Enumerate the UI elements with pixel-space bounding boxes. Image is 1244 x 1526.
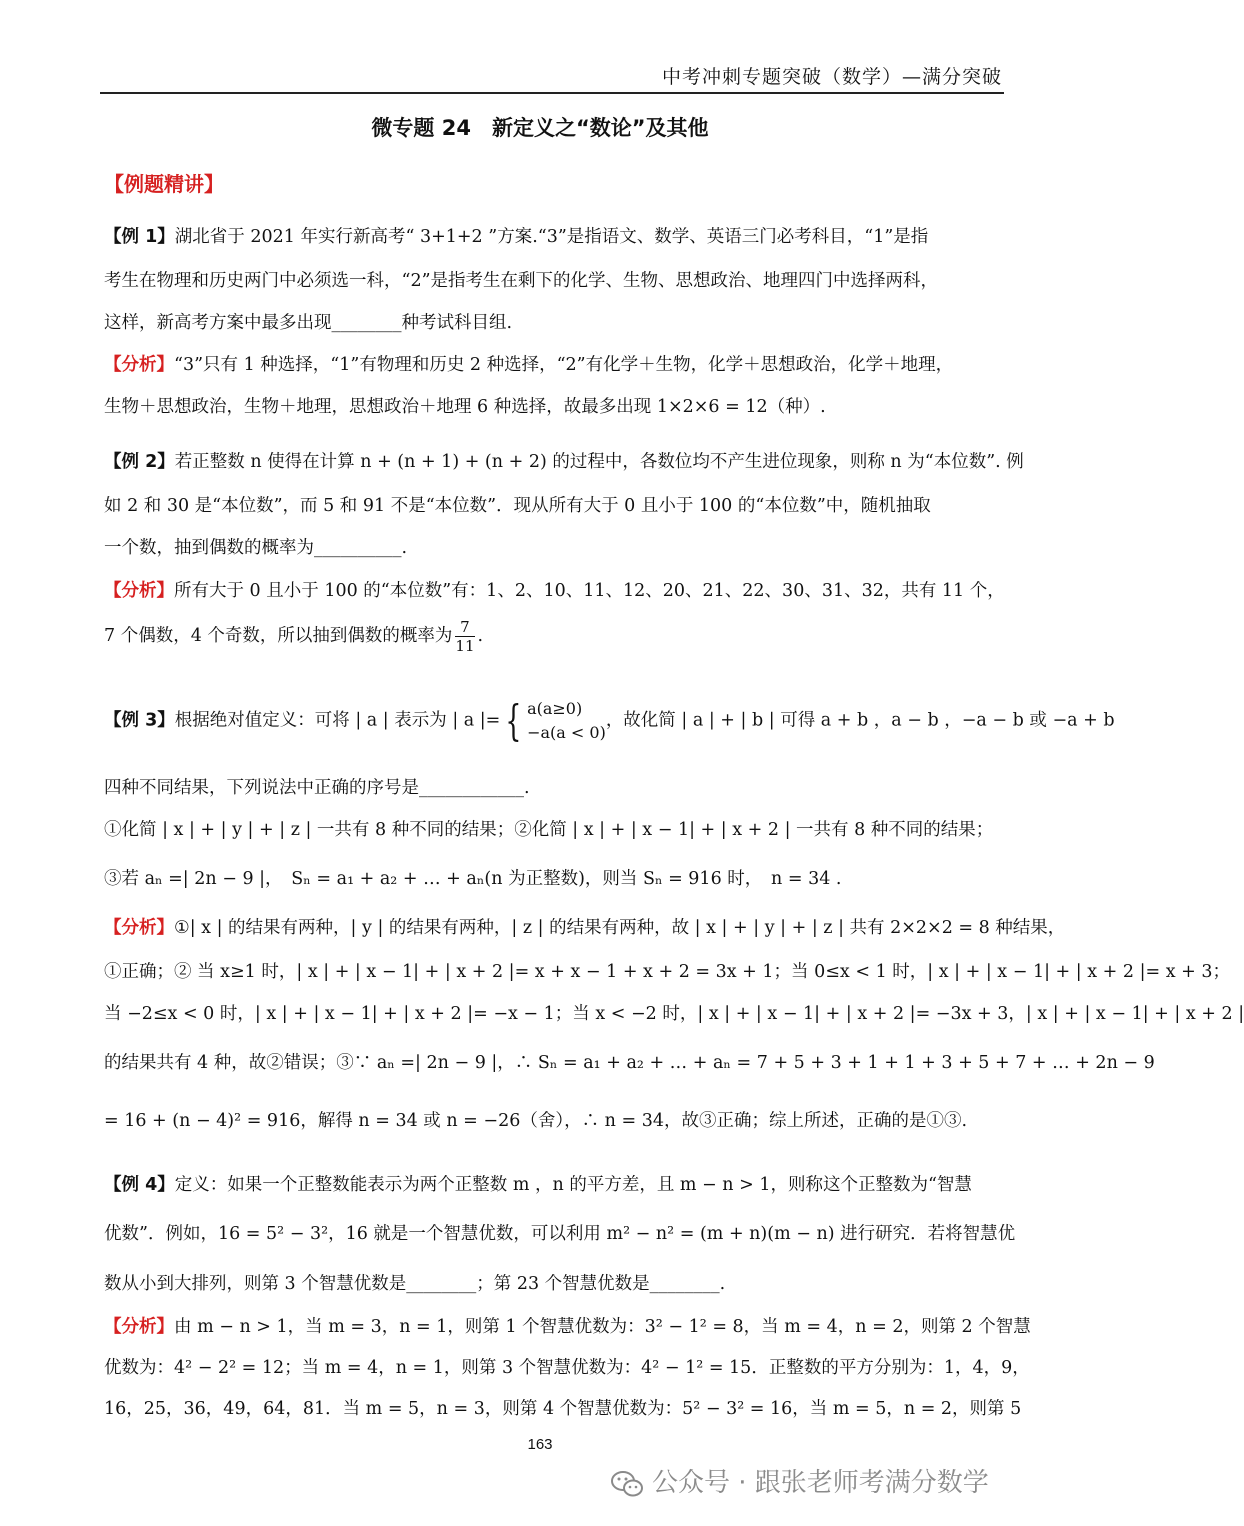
- page-title: 微专题 24 新定义之“数论”及其他: [371, 116, 709, 140]
- analysis-label: 【分析】: [104, 918, 174, 938]
- page-number: 163: [527, 1436, 553, 1453]
- ex3-analysis-3: 当 −2≤x < 0 时，| x | + | x − 1| + | x + 2 |= −x − 1；当 x < −2 时，| x | + | x − 1| + | x + 2 |= −3x + 3，| x | + | x − 1| + | x + 2 |: [104, 1004, 1244, 1024]
- analysis-label: 【分析】: [104, 581, 174, 601]
- ex4-analysis-3: 16，25，36，49，64，81．当 m = 5，n = 3，则第 4 个智慧优数为：5² − 3² = 16，当 m = 5，n = 2，则第 5: [104, 1399, 1022, 1419]
- ex1-analysis-2: 生物＋思想政治，生物＋地理，思想政治＋地理 6 种选择，故最多出现 1×2×6 = 12（种）.: [104, 397, 826, 417]
- ex4-line-2: 优数”．例如，16 = 5² − 3²，16 就是一个智慧优数，可以利用 m² − n² = (m + n)(m − n) 进行研究．若将智慧优: [104, 1224, 1016, 1244]
- ex4-line-1: 【例 4】定义：如果一个正整数能表示为两个正整数 m ，n 的平方差，且 m − n > 1，则称这个正整数为“智慧: [104, 1175, 972, 1195]
- piecewise-brace: {: [505, 696, 522, 745]
- header-rule: [100, 92, 1004, 94]
- analysis-label: 【分析】: [104, 1317, 174, 1337]
- ex1-label: 【例 1】: [104, 227, 175, 247]
- ex4-analysis-2: 优数为：4² − 2² = 12；当 m = 4，n = 1，则第 3 个智慧优数为：4² − 1² = 15．正整数的平方分别为：1，4，9，: [104, 1358, 1030, 1378]
- ex2-line-3: 一个数，抽到偶数的概率为__________.: [104, 538, 408, 558]
- ex2-line-1: 【例 2】若正整数 n 使得在计算 n + (n + 1) + (n + 2) 的过程中，各数位均不产生进位现象，则称 n 为“本位数”. 例: [104, 452, 1024, 472]
- ex3-line-3: ①化简 | x | + | y | + | z | 一共有 8 种不同的结果；②化简 | x | + | x − 1| + | x + 2 | 一共有 8 种不同的结果；: [104, 820, 994, 840]
- ex4-label: 【例 4】: [104, 1175, 175, 1195]
- ex1-line-2: 考生在物理和历史两门中必须选一科，“2”是指考生在剩下的化学、生物、思想政治、地理四门中选择两科，: [104, 271, 939, 291]
- piecewise-cases: a(a≥0) −a(a < 0): [527, 699, 606, 742]
- ex3-analysis-4: 的结果共有 4 种，故②错误；③∵ aₙ =| 2n − 9 |，∴ Sₙ = a₁ + a₂ + … + aₙ = 7 + 5 + 3 + 1 + 1 + 3 + 5 + 7 + … + 2n − 9: [104, 1053, 1155, 1073]
- ex3-line-4: ③若 aₙ =| 2n − 9 |， Sₙ = a₁ + a₂ + … + aₙ(n 为正整数)，则当 Sₙ = 916 时， n = 34 .: [104, 869, 842, 889]
- analysis-label: 【分析】: [104, 355, 174, 375]
- ex3-line-2: 四种不同结果，下列说法中正确的序号是____________.: [104, 778, 530, 798]
- ex3-analysis-2: ①正确；② 当 x≥1 时，| x | + | x − 1| + | x + 2 |= x + x − 1 + x + 2 = 3x + 1；当 0≤x < 1 时，| x | + | x − 1| + | x + 2 |= x + 3；: [104, 962, 1230, 982]
- ex1-line-3: 这样，新高考方案中最多出现________种考试科目组.: [104, 313, 513, 333]
- wechat-icon: [610, 1470, 644, 1498]
- watermark: 公众号 · 跟张老师考满分数学: [610, 1462, 989, 1499]
- ex2-label: 【例 2】: [104, 452, 175, 472]
- ex2-analysis-2: 7 个偶数，4 个奇数，所以抽到偶数的概率为 $\frac{7}{11}$ .: [104, 618, 484, 655]
- running-header: 中考冲刺专题突破（数学）—满分突破: [661, 66, 1002, 88]
- ex3-analysis-5: = 16 + (n − 4)² = 916，解得 n = 34 或 n = −26（舍），∴ n = 34，故③正确；综上所述，正确的是①③.: [104, 1111, 968, 1131]
- ex3-line-1: 【例 3】根据绝对值定义：可将 | a | 表示为 | a |= { a(a≥0) −a(a < 0) ，故化简 | a | + | b | 可得 a + b ，a − b ，−a − b 或 −a + b: [104, 696, 1115, 745]
- ex2-analysis-1: 【分析】所有大于 0 且小于 100 的“本位数”有：1、2、10、11、12、20、21、22、30、31、32，共有 11 个，: [104, 581, 1005, 601]
- ex4-analysis-1: 【分析】由 m − n > 1，当 m = 3，n = 1，则第 1 个智慧优数为：3² − 1² = 8，当 m = 4，n = 2，则第 2 个智慧: [104, 1317, 1031, 1337]
- ex3-label: 【例 3】: [104, 710, 175, 731]
- ex4-line-3: 数从小到大排列，则第 3 个智慧优数是________；第 23 个智慧优数是________.: [104, 1274, 726, 1294]
- ex3-analysis-1: 【分析】①| x | 的结果有两种，| y | 的结果有两种，| z | 的结果有两种，故 | x | + | y | + | z | 共有 2×2×2 = 8 种结果，: [104, 918, 1066, 938]
- ex1-analysis-1: 【分析】“3”只有 1 种选择，“1”有物理和历史 2 种选择，“2”有化学＋生物，化学＋思想政治，化学＋地理，: [104, 355, 954, 375]
- ex1-line-1: 【例 1】湖北省于 2021 年实行新高考“ 3+1+2 ”方案.“3”是指语文、数学、英语三门必考科目，“1”是指: [104, 227, 929, 247]
- probability-fraction: $\frac{7}{11}$: [455, 618, 475, 655]
- ex2-line-2: 如 2 和 30 是“本位数”，而 5 和 91 不是“本位数”．现从所有大于 0 且小于 100 的“本位数”中，随机抽取: [104, 496, 931, 516]
- section-heading: 【例题精讲】: [104, 172, 224, 196]
